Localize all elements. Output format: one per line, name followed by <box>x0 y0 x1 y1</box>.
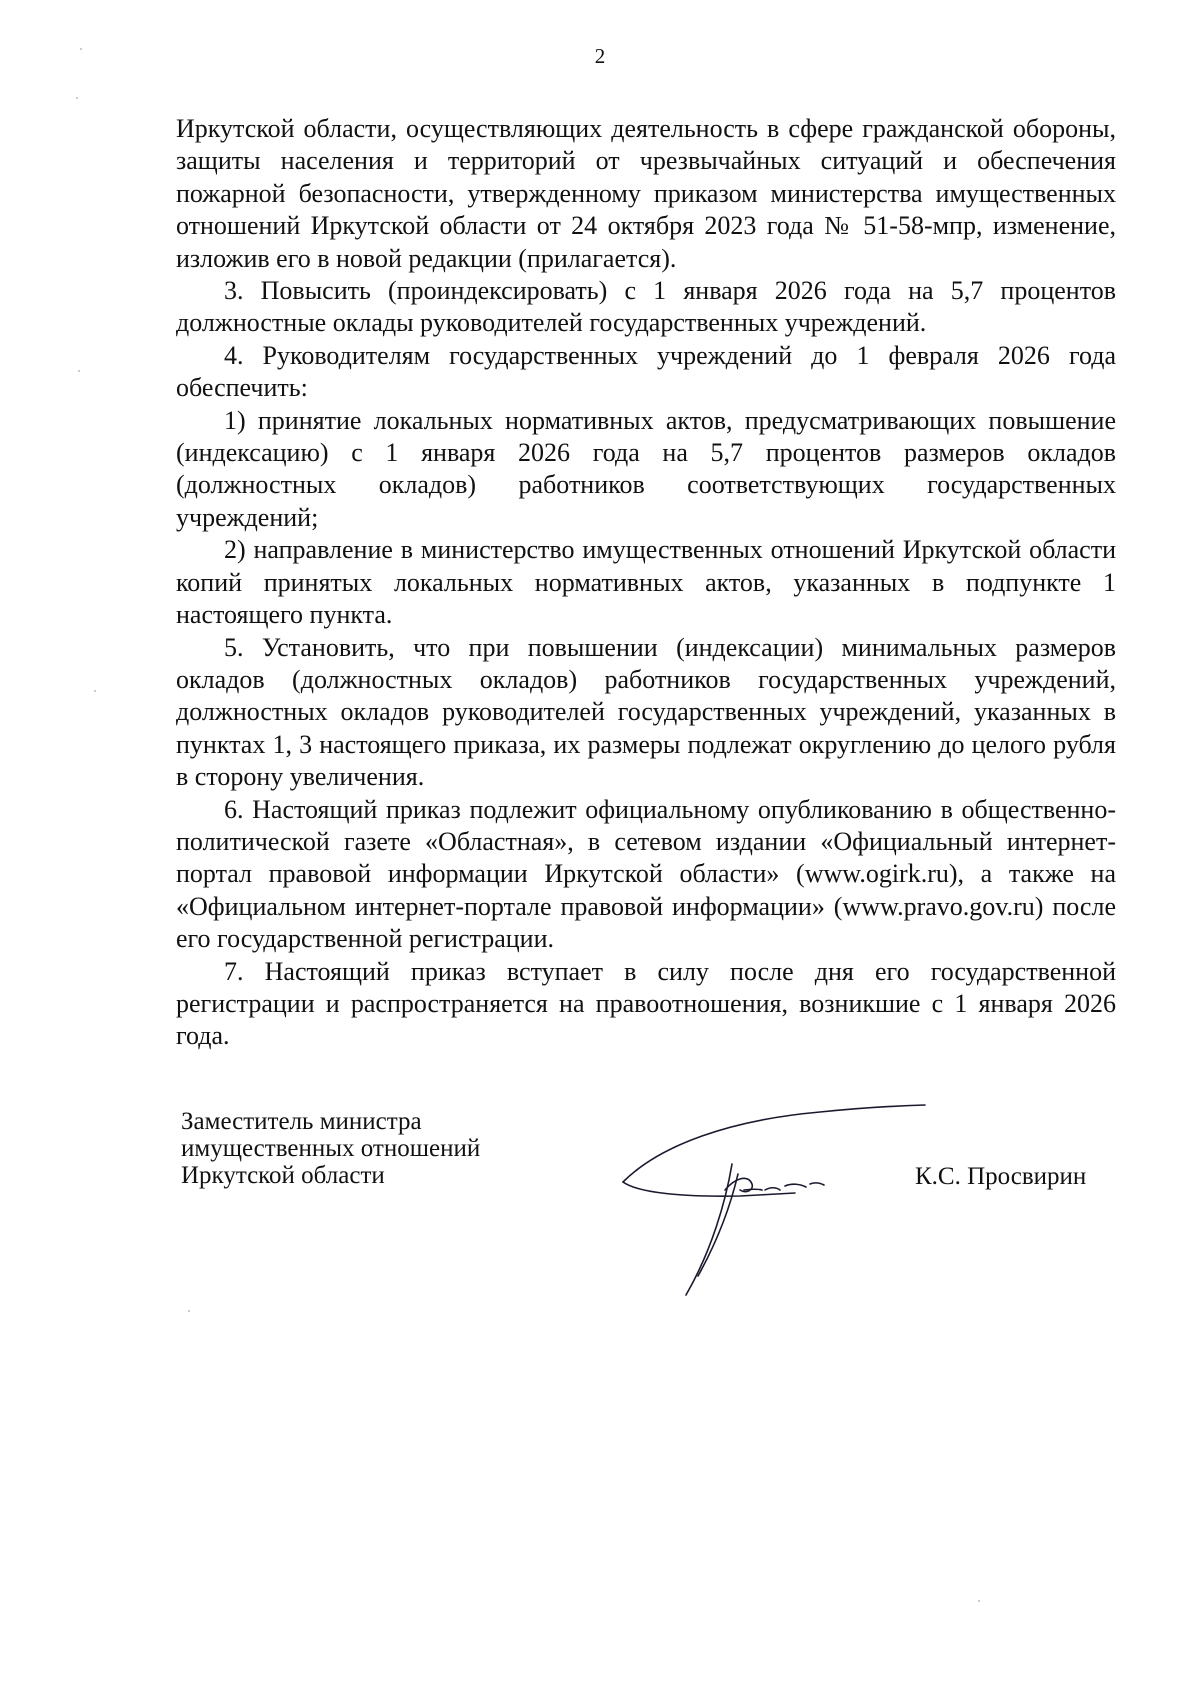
paragraph-item-7: 7. Настоящий приказ вступает в силу после дня его государственной регистрации и распространяется на правоотношения, возникшие с 1 января 2026 года. <box>176 956 1116 1051</box>
document-body <box>176 113 1116 1053</box>
paragraph-item-3: 3. Повысить (проиндексировать) с 1 января 2026 года на 5,7 процентов должностные оклады руководителей государственных учреждений. <box>176 276 1116 338</box>
signatory-title-line: имущественных отношений <box>181 1135 481 1162</box>
signatory-name: К.С. Просвирин <box>915 1163 1087 1190</box>
scan-speck <box>978 1600 980 1602</box>
scan-speck <box>78 370 80 372</box>
page-number: 2 <box>594 44 606 68</box>
scan-speck <box>94 690 96 692</box>
paragraph-item-4: 4. Руководителям государственных учреждений до 1 февраля 2026 года обеспечить: <box>176 340 1116 403</box>
handwritten-signature <box>620 1090 940 1300</box>
signatory-title-line: Заместитель министра <box>181 1108 422 1135</box>
paragraph-subitem-2: 2) направление в министерство имущественных отношений Иркутской области копий принятых локальных нормативных актов, указанных в подпункте 1 настоящего пункта. <box>176 535 1116 630</box>
scan-speck <box>80 48 82 50</box>
scan-speck <box>76 97 78 99</box>
signatory-title <box>181 1108 480 1189</box>
paragraph-item-5: 5. Установить, что при повышении (индексации) минимальных размеров окладов (должностных окладов) работников государственных учреждений, должностных окладов руководителей государственных учреждений, указанных в пунктах 1, 3 настоящего приказа, их размеры подлежат округлению до целого рубля в сторону увеличения. <box>176 632 1116 792</box>
signatory-title-line: Иркутской области <box>181 1162 385 1189</box>
paragraph-continuation: Иркутской области, осуществляющих деятельность в сфере гражданской обороны, защиты населения и территорий от чрезвычайных ситуаций и обеспечения пожарной безопасности, утвержденному приказом министерства имущественных отношений Иркутской области от 24 октября 2023 года № 51-58-мпр, изменение, изложив его в новой редакции (прилагается). <box>176 114 1116 273</box>
paragraph-item-6: 6. Настоящий приказ подлежит официальному опубликованию в общественно-политической газете «Областная», в сетевом издании «Официальный интернет-портал правовой информации Иркутской области» (www.ogirk.ru), а также на «Официальном интернет-портале правовой информации» (www.pravo.gov.ru) после его государственной регистрации. <box>176 794 1116 954</box>
scan-speck <box>188 1310 190 1312</box>
paragraph-subitem-1: 1) принятие локальных нормативных актов, предусматривающих повышение (индексацию) с 1 января 2026 года на 5,7 процентов размеров окладов (должностных окладов) работников соответствующих государственных учреждений; <box>176 405 1116 532</box>
